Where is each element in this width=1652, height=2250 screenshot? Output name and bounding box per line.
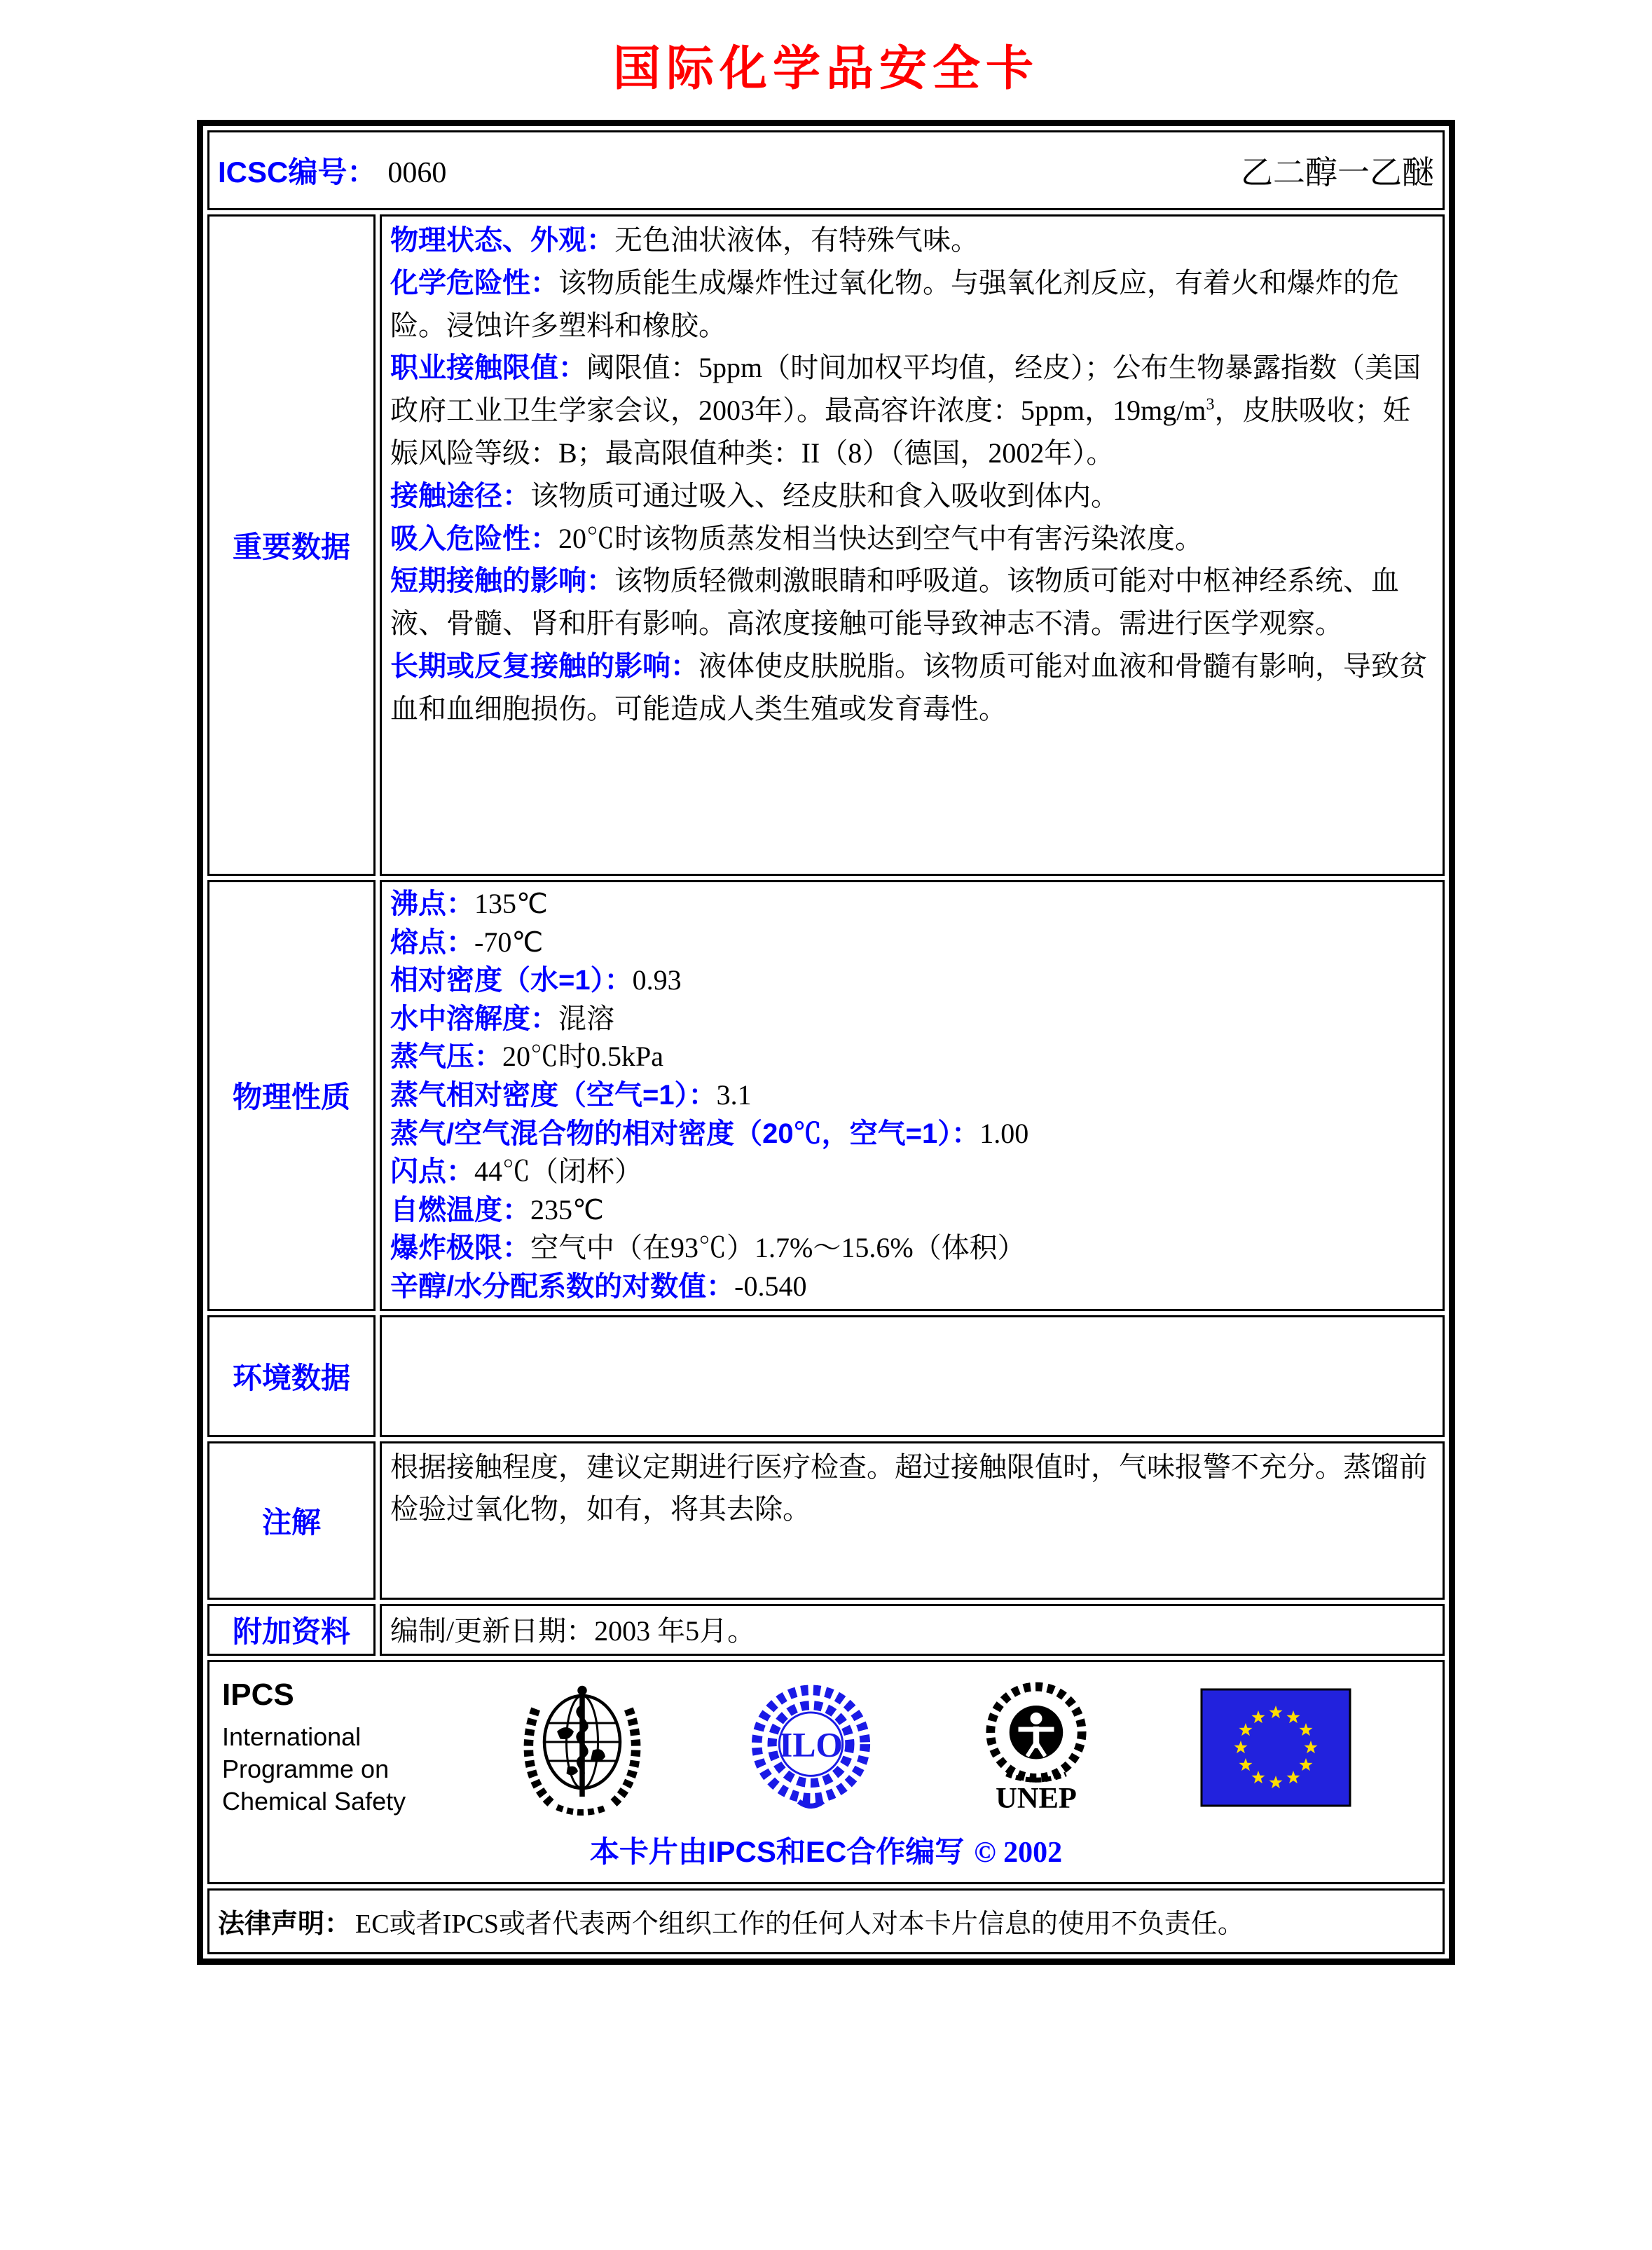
field-label: 接触途径： (390, 480, 530, 512)
physical-property-item (390, 961, 1434, 1000)
field-label: 水中溶解度： (390, 1003, 558, 1034)
chemical-name: 乙二醇一乙醚 (1241, 155, 1434, 191)
important-data-item (390, 645, 1434, 731)
important-data-item (390, 219, 1434, 262)
field-value: -70℃ (474, 926, 544, 958)
field-label: 蒸气相对密度（空气=1）： (390, 1079, 717, 1111)
icsc-number-value: 0060 (387, 157, 447, 189)
logos-cell (207, 1660, 1445, 1884)
physical-property-item (390, 1229, 1434, 1268)
physical-property-item (390, 1000, 1434, 1038)
eu-flag-icon (1200, 1688, 1351, 1807)
field-value: 混溶 (558, 1002, 614, 1034)
notes-row-label (207, 1441, 376, 1600)
environmental-data-row (207, 1315, 1445, 1437)
ilo-logo-icon (750, 1679, 872, 1816)
copyright-text: © 2002 (974, 1836, 1063, 1869)
caption-text: 本卡片由IPCS和EC合作编写 (589, 1834, 965, 1868)
header-cell (207, 130, 1445, 210)
field-label: 爆炸极限： (390, 1233, 530, 1264)
field-label: 物理状态、外观： (390, 225, 614, 256)
field-value: 44℃（闭杯） (474, 1155, 642, 1188)
important-data-item (390, 475, 1434, 518)
field-text: 无色油状液体，有特殊气味。 (614, 224, 979, 256)
physical-property-item (390, 1076, 1434, 1115)
unep-logo-icon (977, 1679, 1096, 1816)
field-text: 该物质能生成爆炸性过氧化物。与强氧化剂反应，有着火和爆炸的危险。浸蚀许多塑料和橡胶。 (390, 266, 1399, 341)
important-data-item (390, 560, 1434, 645)
ipcs-acronym: IPCS (222, 1677, 294, 1712)
footer-caption (209, 1829, 1443, 1871)
field-value: 1.00 (979, 1117, 1029, 1149)
environmental-data-row-label (207, 1315, 376, 1437)
physical-properties-row-label (207, 880, 376, 1311)
additional-info-content: 编制/更新日期：2003 年5月。 (380, 1604, 1445, 1656)
physical-property-item (390, 1038, 1434, 1076)
ilo-monogram-text: ILO (779, 1725, 843, 1764)
notes-row (207, 1441, 1445, 1600)
field-label: 化学危险性： (390, 267, 558, 299)
legal-label: 法律声明： (218, 1909, 352, 1940)
field-text: 该物质轻微刺激眼睛和呼吸道。该物质可能对中枢神经系统、血液、骨髓、肾和肝有影响。高浓度接触可能导致神志不清。需进行医学观察。 (390, 565, 1399, 640)
field-label: 蒸气压： (390, 1041, 502, 1073)
field-value: 空气中（在93℃）1.7%～15.6%（体积） (530, 1232, 1026, 1264)
unep-label-text: UNEP (996, 1782, 1077, 1816)
field-label: 职业接触限值： (390, 352, 586, 384)
physical-properties-content (380, 880, 1445, 1311)
physical-property-item (390, 885, 1434, 924)
icsc-number-label: ICSC编号： (218, 156, 377, 188)
ipcs-block (222, 1678, 415, 1818)
field-value: 3.1 (716, 1078, 752, 1111)
superscript: 3 (1206, 395, 1215, 414)
ipcs-name-line: Chemical Safety (222, 1786, 406, 1816)
field-text: 液体使皮肤脱脂。该物质可能对血液和骨髓有影响，导致贫血和血细胞损伤。可能造成人类生殖或发育毒性。 (390, 650, 1427, 725)
important-data-item (390, 347, 1434, 474)
important-data-row (207, 214, 1445, 876)
row-label-text: 重要数据 (232, 530, 350, 563)
legal-text: EC或者IPCS或者代表两个组织工作的任何人对本卡片信息的使用不负责任。 (355, 1909, 1244, 1940)
notes-content: 根据接触程度，建议定期进行医疗检查。超过接触限值时，气味报警不充分。蒸馏前检验过氧化物，如有，将其去除。 (380, 1441, 1445, 1600)
important-data-row-label (207, 214, 376, 876)
field-text: 阈限值：5ppm（时间加权平均值，经皮）；公布生物暴露指数（美国政府工业卫生学家会议，2003年）。最高容许浓度：5ppm，19mg/m (390, 352, 1422, 427)
environmental-data-content (380, 1315, 1445, 1437)
field-value: -0.540 (734, 1270, 807, 1302)
field-label: 辛醇/水分配系数的对数值： (390, 1270, 735, 1302)
field-label: 吸入危险性： (390, 523, 558, 554)
field-text: ，皮肤吸收；妊娠风险等级：B；最高限值种类：II（8）（德国，2002年）。 (390, 395, 1411, 469)
field-value: 0.93 (632, 964, 682, 996)
physical-properties-row (207, 880, 1445, 1311)
row-label-text: 注解 (261, 1505, 321, 1539)
field-text: 20℃时该物质蒸发相当快达到空气中有害污染浓度。 (558, 522, 1203, 554)
field-label: 短期接触的影响： (390, 565, 614, 597)
icsc-number-group (218, 149, 446, 191)
physical-property-item (390, 1191, 1434, 1230)
important-data-item (390, 518, 1434, 561)
important-data-content (380, 214, 1445, 876)
field-value: 135℃ (474, 888, 548, 919)
header-row (207, 130, 1445, 210)
who-logo-icon (519, 1679, 645, 1816)
icsc-card-table (197, 120, 1455, 1965)
field-label: 长期或反复接触的影响： (390, 650, 698, 682)
field-label: 蒸气/空气混合物的相对密度（20℃，空气=1）： (390, 1118, 980, 1149)
field-label: 相对密度（水=1）： (390, 965, 633, 996)
physical-property-item (390, 1268, 1434, 1306)
field-label: 闪点： (390, 1156, 474, 1188)
row-label-text: 物理性质 (232, 1081, 350, 1114)
row-label-text: 附加资料 (232, 1614, 350, 1648)
field-label: 自燃温度： (390, 1194, 530, 1226)
physical-property-item (390, 1153, 1434, 1191)
field-value: 20℃时0.5kPa (502, 1041, 663, 1073)
field-value: 235℃ (530, 1193, 604, 1226)
page-title: 国际化学品安全卡 (612, 42, 1039, 95)
row-label-text: 环境数据 (232, 1361, 350, 1394)
important-data-item (390, 262, 1434, 348)
legal-cell (207, 1888, 1445, 1954)
logos-row (207, 1660, 1445, 1884)
ipcs-name-line: International (222, 1722, 362, 1751)
additional-info-row (207, 1604, 1445, 1656)
field-label: 沸点： (390, 889, 474, 919)
ipcs-name-line: Programme on (222, 1754, 390, 1783)
field-text: 该物质可通过吸入、经皮肤和食入吸收到体内。 (530, 479, 1119, 512)
field-label: 熔点： (390, 926, 474, 958)
physical-property-item (390, 1115, 1434, 1153)
additional-info-row-label (207, 1604, 376, 1656)
legal-row (207, 1888, 1445, 1954)
physical-property-item (390, 924, 1434, 962)
